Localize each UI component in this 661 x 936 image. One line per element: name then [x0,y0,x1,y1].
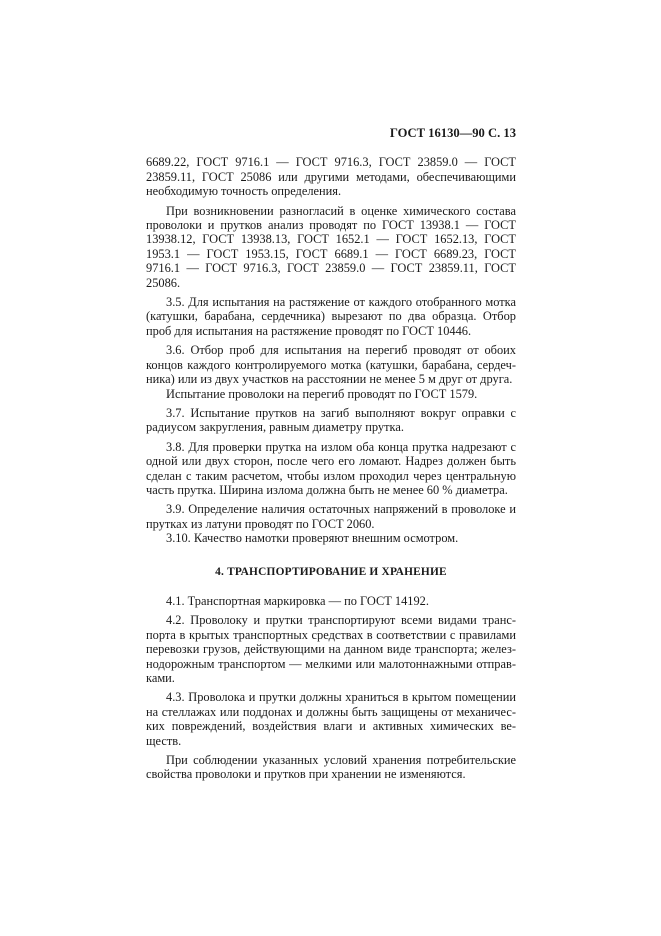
paragraph-4-1: 4.1. Транспортная маркировка — по ГОСТ 14192. [166,593,429,608]
paragraph-bend-test: Испытание проволоки на перегиб проводят по ГОСТ 1579. [166,386,478,401]
paragraph-methods-continuation: 6689.22, ГОСТ 9716.1 — ГОСТ 9716.3, ГОСТ 23859.0 — ГОСТ 23859.11, ГОСТ 25086 или другими методами, обеспечивающими необходимую точность определения. [146,155,516,199]
running-head: ГОСТ 16130—90 С. 13 [389,126,516,140]
section-title: 4. ТРАНСПОРТИРОВАНИЕ И ХРАНЕНИЕ [215,565,447,578]
paragraph-3-10: 3.10. Качество намотки проверяют внешним осмотром. [166,531,459,546]
paragraph-storage-conditions: При соблюдении указанных условий хранения потребительские свойства проволоки и прутков при хранении не изменяются. [146,753,516,782]
paragraph-3-8: 3.8. Для проверки прутка на излом оба конца прутка надрезают с одной или двух сторон, после чего его ломают. Надрез должен быть сделан с таким расчетом, чтобы излом проходил через центральную часть прутка. Ширина излома должна быть не менее 60 % диаметра. [146,439,516,497]
paragraph-4-2: 4.2. Проволоку и прутки транспортируют всеми видами транспорта в крытых транспортных средствах в соответствии с правилами перевозки грузов, действующими на данном виде транспорта; железнодорожным транспортом — мелкими или малотоннажными отправками. [146,613,516,685]
paragraph-3-7: 3.7. Испытание прутков на загиб выполняют вокруг оправки с радиусом закругления, равным диаметру прутка. [146,405,516,435]
paragraph-4-3: 4.3. Проволока и прутки должны храниться в крытом помещении на стеллажах или поддонах и должны быть защищены от механических повреждений, воздействия влаги и активных химических веществ. [146,690,516,748]
paragraph-3-9: 3.9. Определение наличия остаточных напряжений в проволоке и прутках из латуни проводят по ГОСТ 2060. [146,502,516,531]
paragraph-disputes-analysis: При возникновении разногласий в оценке химического состава проволоки и прутков анализ проводят по ГОСТ 13938.1 — ГОСТ 13938.12, ГОСТ 13938.13, ГОСТ 1652.1 — ГОСТ 1652.13, ГОСТ 1953.1 — ГОСТ 1953.15, ГОСТ 6689.1 — ГОСТ 6689.23, ГОСТ 9716.1 — ГОСТ 9716.3, ГОСТ 23859.0 — ГОСТ 23859.11, ГОСТ 25086. [146,203,516,290]
document-page [146,122,516,782]
paragraph-3-5: 3.5. Для испытания на растяжение от каждого отобранного мотка (катушки, барабана, сердечника) вырезают по два образца. Отбор проб для испытания на растяжение проводят по ГОСТ 10446. [146,295,516,338]
paragraph-3-6: 3.6. Отбор проб для испытания на перегиб проводят от обоих концов каждого контролируемого мотка (катушки, барабана, сердечника) или из двух участков на расстоянии не менее 5 м друг от друга. [146,343,516,387]
